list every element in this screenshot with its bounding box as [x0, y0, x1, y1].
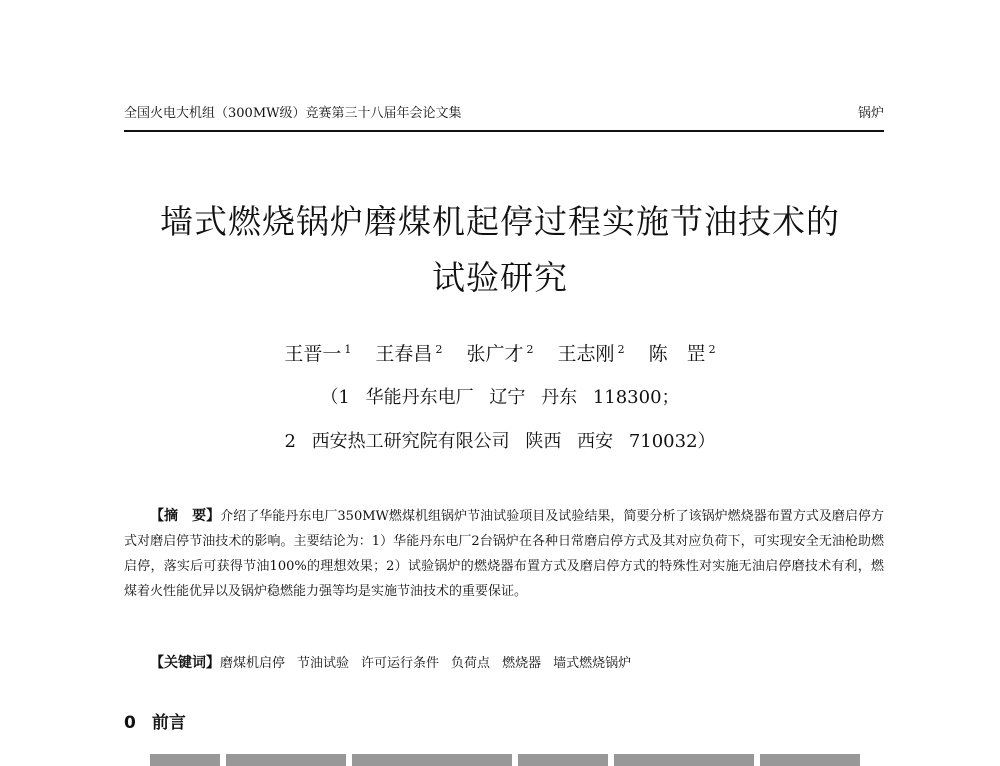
affiliation-province: 辽宁	[489, 387, 526, 408]
keyword: 负荷点	[451, 656, 491, 671]
keyword: 燃烧器	[502, 656, 542, 671]
author-affiliation-marker: 1	[344, 342, 352, 356]
affiliation-organization: 华能丹东电厂	[365, 387, 474, 408]
truncated-body-text	[150, 752, 880, 766]
keywords-label: 【关键词】	[150, 655, 220, 671]
author-name: 王春昌	[375, 343, 433, 365]
abstract-label: 【摘 要】	[150, 508, 221, 524]
section-heading	[124, 708, 186, 733]
running-header	[124, 104, 884, 132]
keyword: 节油试验	[297, 656, 350, 671]
paper-title-line-2: 试验研究	[432, 258, 568, 297]
affiliation-postcode: 118300；	[592, 387, 680, 408]
section-title: 前言	[151, 713, 186, 733]
author-name: 王志刚	[557, 343, 615, 365]
section-category: 锅炉	[857, 106, 884, 121]
keyword: 磨煤机启停	[220, 656, 286, 671]
affiliation-city: 丹东	[541, 387, 578, 408]
author-name: 张广才	[466, 343, 524, 365]
keyword: 墙式燃烧锅炉	[553, 656, 632, 671]
author	[375, 343, 442, 365]
author-affiliation-marker: 2	[708, 342, 716, 356]
journal-name: 全国火电大机组（300MW级）竞赛第三十八届年会论文集	[124, 106, 462, 121]
abstract	[124, 504, 884, 604]
keyword: 许可运行条件	[361, 656, 440, 671]
affiliation-index: 2	[284, 431, 296, 452]
author-affiliation-marker: 2	[526, 342, 534, 356]
affiliation-province: 陕西	[525, 431, 562, 452]
affiliation-index: （1	[320, 387, 350, 408]
affiliation-1	[100, 383, 900, 409]
keywords	[124, 651, 884, 676]
author	[284, 343, 351, 365]
affiliation-postcode: 710032）	[628, 431, 716, 452]
author-affiliation-marker: 2	[617, 342, 625, 356]
author	[466, 343, 533, 365]
affiliation-organization: 西安热工研究院有限公司	[311, 431, 510, 452]
author-name: 陈 罡	[648, 343, 706, 365]
section-number: 0	[124, 713, 136, 733]
affiliation-city: 西安	[577, 431, 614, 452]
author	[649, 343, 716, 365]
abstract-text: 介绍了华能丹东电厂350MW燃煤机组锅炉节油试验项目及试验结果，简要分析了该锅炉燃烧器布置方式及磨启停方式对磨启停节油技术的影响。主要结论为：1）华能丹东电厂2台锅炉在各种日常磨启停方式及其对应负荷下，可实现安全无油枪助燃启停，落实后可获得节油100%的理想效果；2）试验锅炉的燃烧器布置方式及磨启停方式的特殊性对实施无油启停磨技术有利，燃煤着火性能优异以及锅炉稳燃能力强等均是实施节油技术的重要保证。	[124, 509, 884, 599]
paper-title-line-1: 墙式燃烧锅炉磨煤机起停过程实施节油技术的	[160, 202, 840, 241]
author	[558, 343, 625, 365]
author-name: 王晋一	[284, 343, 342, 365]
affiliation-2	[100, 427, 900, 453]
author-list	[100, 339, 900, 366]
author-affiliation-marker: 2	[435, 342, 443, 356]
